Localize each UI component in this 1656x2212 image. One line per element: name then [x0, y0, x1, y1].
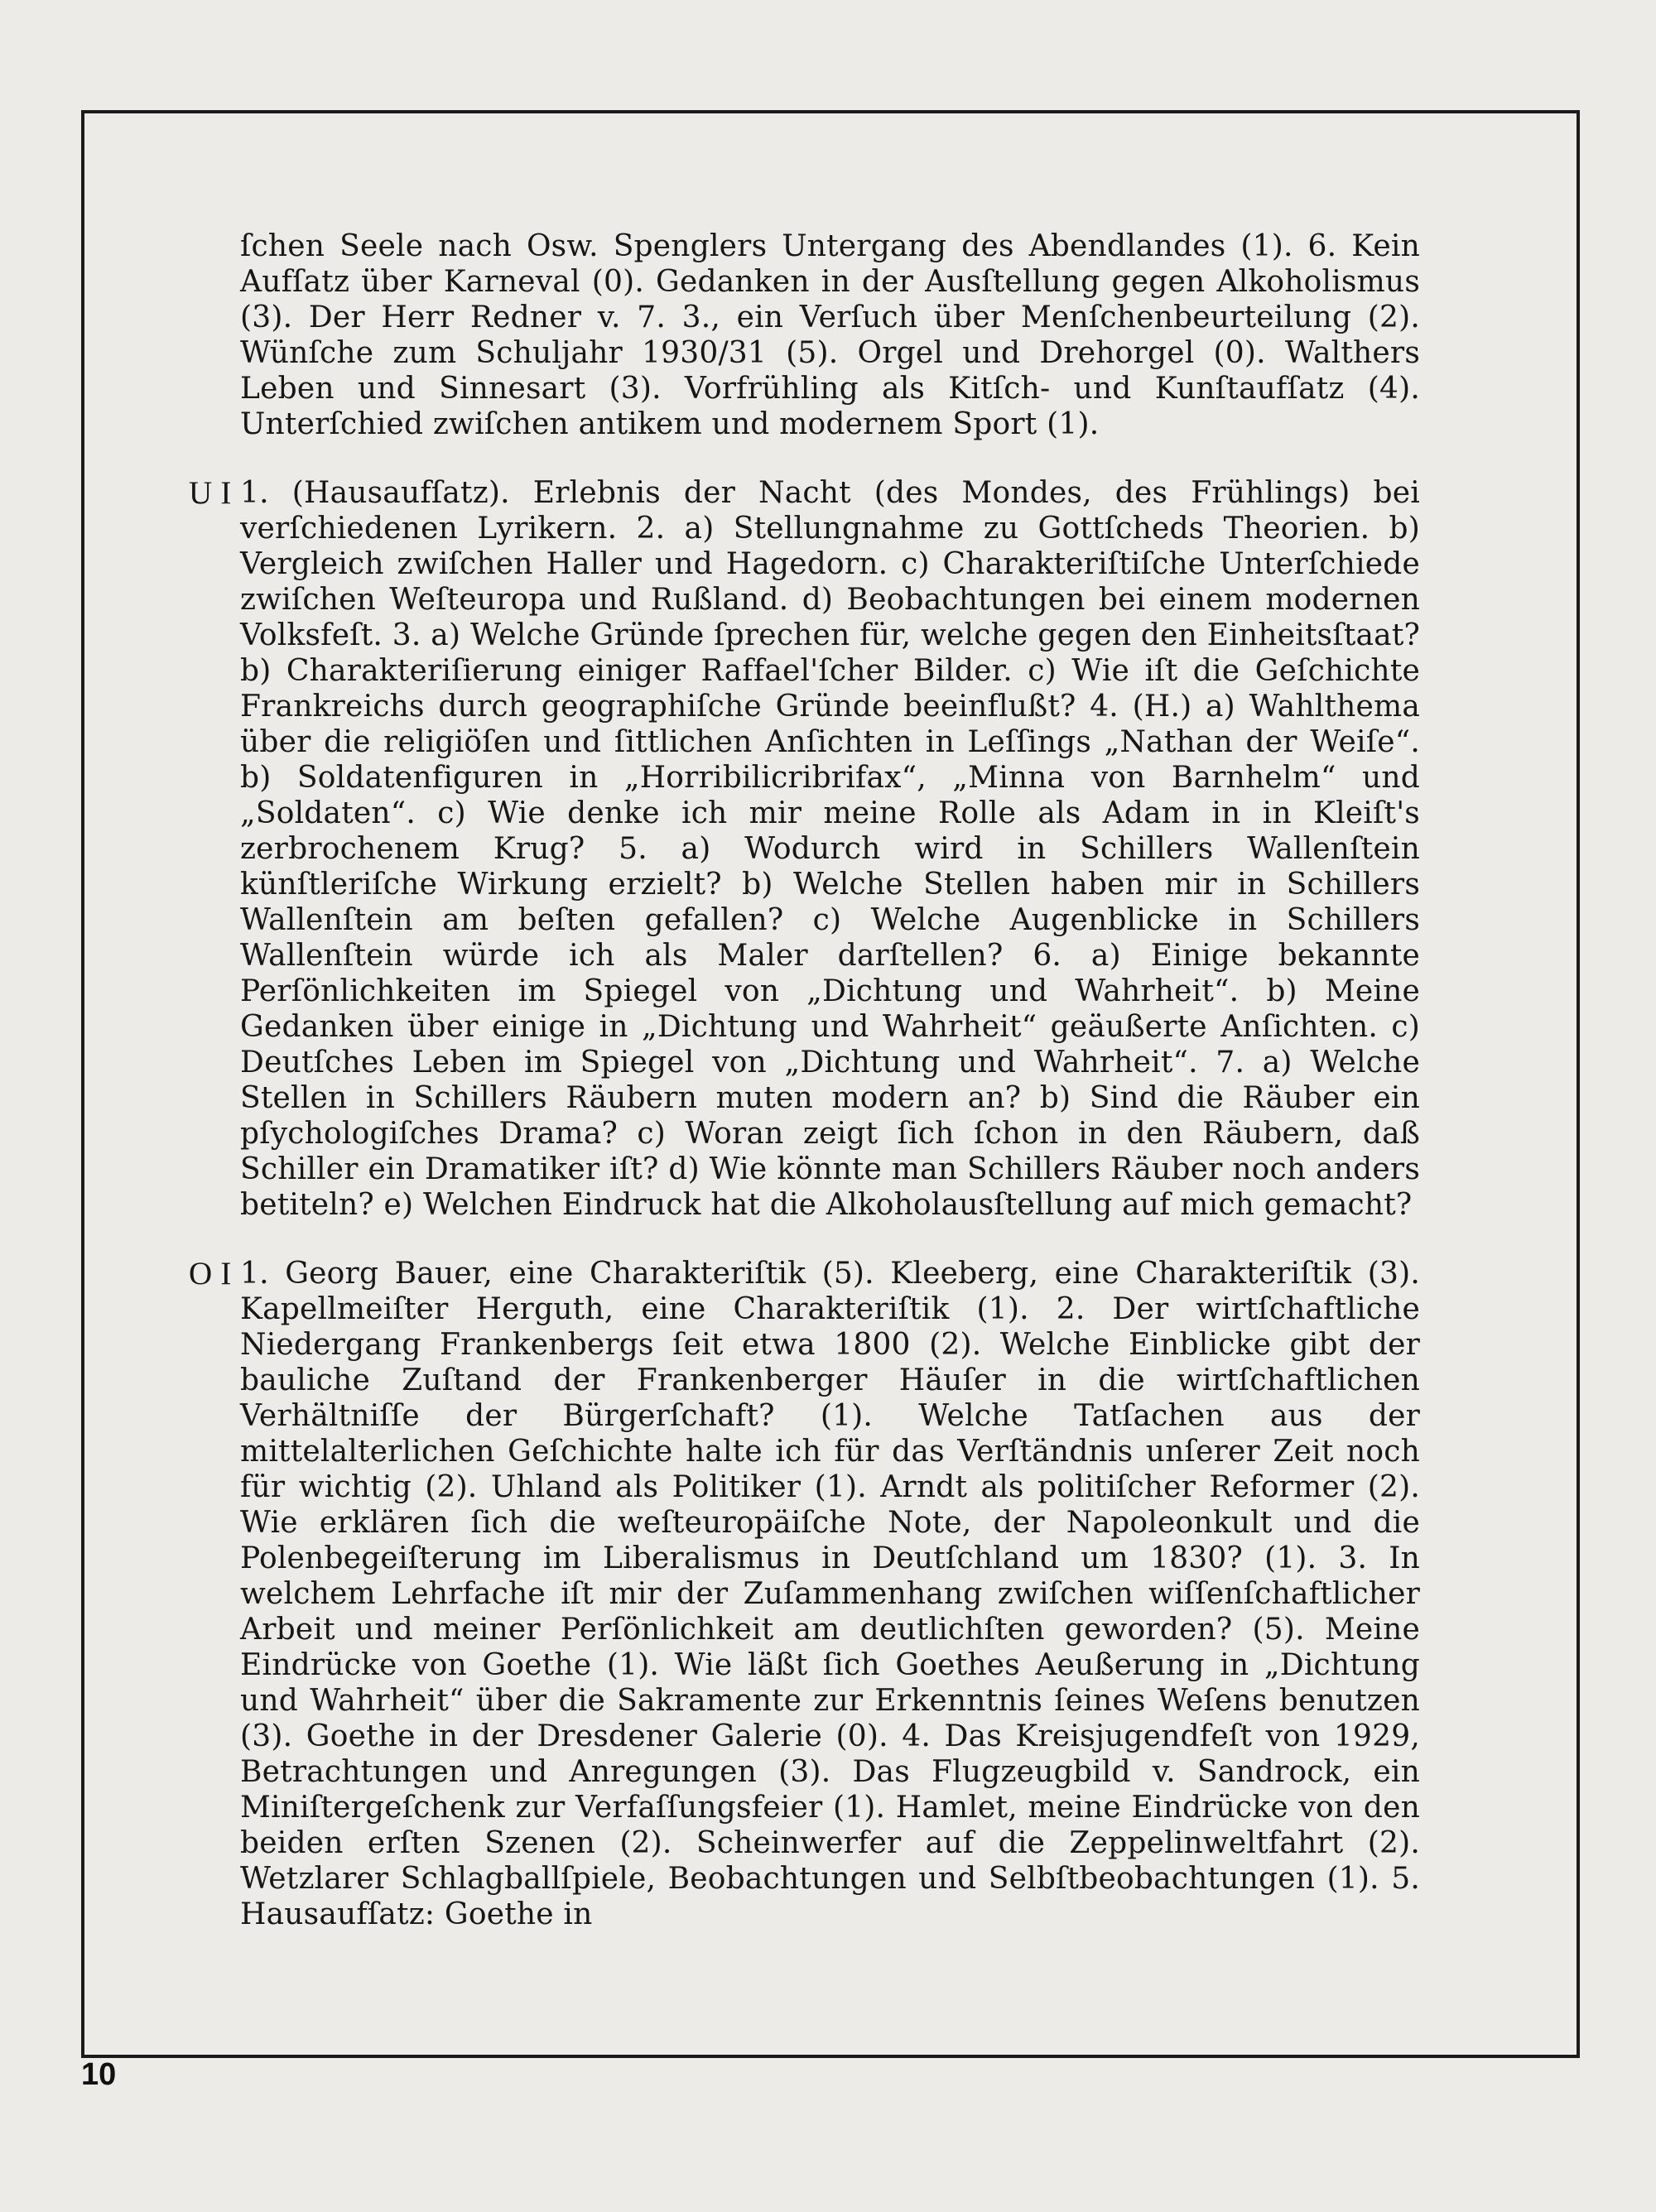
section-label-u-i: U I: [189, 475, 232, 511]
continued-paragraph-text: ſchen Seele nach Osw. Spenglers Untergang des Abendlandes (1). 6. Kein Aufſatz über Karneval (0). Gedanken in der Ausſtellung gegen Alkoholismus (3). Der Herr Redner v. 7. 3., ein Verſuch über Menſchenbeurteilung (2). Wünſche zum Schuljahr 1930/31 (5). Orgel und Drehorgel (0). Walthers Leben und Sinnesart (3). Vorfrühling als Kitſch- und Kunſtaufſatz (4). Unterſchied zwiſchen antikem und modernem Sport (1).: [240, 229, 1420, 441]
section-u-i: [189, 475, 1420, 1223]
page-number: 10: [81, 2057, 117, 2092]
section-text-o-i: 1. Georg Bauer, eine Charakteriſtik (5). Kleeberg, eine Charakteriſtik (3). Kapellmeiſter Herguth, eine Charakteriſtik (1). 2. Der wirtſchaftliche Niedergang Frankenbergs ſeit etwa 1800 (2). Welche Einblicke gibt der bauliche Zuſtand der Frankenberger Häuſer in die wirtſchaftlichen Verhältniſſe der Bürgerſchaft? (1). Welche Tatſachen aus der mittelalterlichen Geſchichte halte ich für das Verſtändnis unſerer Zeit noch für wichtig (2). Uhland als Politiker (1). Arndt als politiſcher Reformer (2). Wie erklären ſich die weſteuropäiſche Note, der Napoleonkult und die Polenbegeiſterung im Liberalismus in Deutſchland um 1830? (1). 3. In welchem Lehrfache iſt mir der Zuſammenhang zwiſchen wiſſenſchaftlicher Arbeit und meiner Perſönlichkeit am deutlichſten geworden? (5). Meine Eindrücke von Goethe (1). Wie läßt ſich Goethes Aeußerung in „Dichtung und Wahrheit“ über die Sakramente zur Erkenntnis ſeines Weſens benutzen (3). Goethe in der Dresdener Galerie (0). 4. Das Kreisjugendfeſt von 1929, Betrachtungen und Anregungen (3). Das Flugzeugbild v. Sandrock, ein Miniſtergeſchenk zur Verfaſſungsfeier (1). Hamlet, meine Eindrücke von den beiden erſten Szenen (2). Scheinwerfer auf die Zeppelinweltfahrt (2). Wetzlarer Schlagballſpiele, Beobachtungen und Selbſtbeobachtungen (1). 5. Hausaufſatz: Goethe in: [240, 1257, 1420, 1931]
page-text: [189, 228, 1420, 1932]
section-o-i: [189, 1256, 1420, 1932]
section-text-u-i: 1. (Hausaufſatz). Erlebnis der Nacht (des Mondes, des Frühlings) bei verſchiedenen Lyrikern. 2. a) Stellungnahme zu Gottſcheds Theorien. b) Vergleich zwiſchen Haller und Hagedorn. c) Charakteriſtiſche Unterſchiede zwiſchen Weſteuropa und Rußland. d) Beobachtungen bei einem modernen Volksfeſt. 3. a) Welche Gründe ſprechen für, welche gegen den Einheitsſtaat? b) Charakteriſierung einiger Raffael'ſcher Bilder. c) Wie iſt die Geſchichte Frankreichs durch geographiſche Gründe beeinflußt? 4. (H.) a) Wahlthema über die religiöſen und ſittlichen Anſichten in Leſſings „Nathan der Weiſe“. b) Soldatenfiguren in „Horribilicribrifax“, „Minna von Barnhelm“ und „Soldaten“. c) Wie denke ich mir meine Rolle als Adam in in Kleiſt's zerbrochenem Krug? 5. a) Wodurch wird in Schillers Wallenſtein künſtleriſche Wirkung erzielt? b) Welche Stellen haben mir in Schillers Wallenſtein am beſten gefallen? c) Welche Augenblicke in Schillers Wallenſtein würde ich als Maler darſtellen? 6. a) Einige bekannte Perſönlichkeiten im Spiegel von „Dichtung und Wahrheit“. b) Meine Gedanken über einige in „Dichtung und Wahrheit“ geäußerte Anſichten. c) Deutſches Leben im Spiegel von „Dichtung und Wahrheit“. 7. a) Welche Stellen in Schillers Räubern muten modern an? b) Sind die Räuber ein pſychologiſches Drama? c) Woran zeigt ſich ſchon in den Räubern, daß Schiller ein Dramatiker iſt? d) Wie könnte man Schillers Räuber noch anders betiteln? e) Welchen Eindruck hat die Alkoholausſtellung auf mich gemacht?: [240, 476, 1420, 1222]
section-label-o-i: O I: [189, 1256, 232, 1291]
continued-paragraph: [240, 228, 1420, 442]
